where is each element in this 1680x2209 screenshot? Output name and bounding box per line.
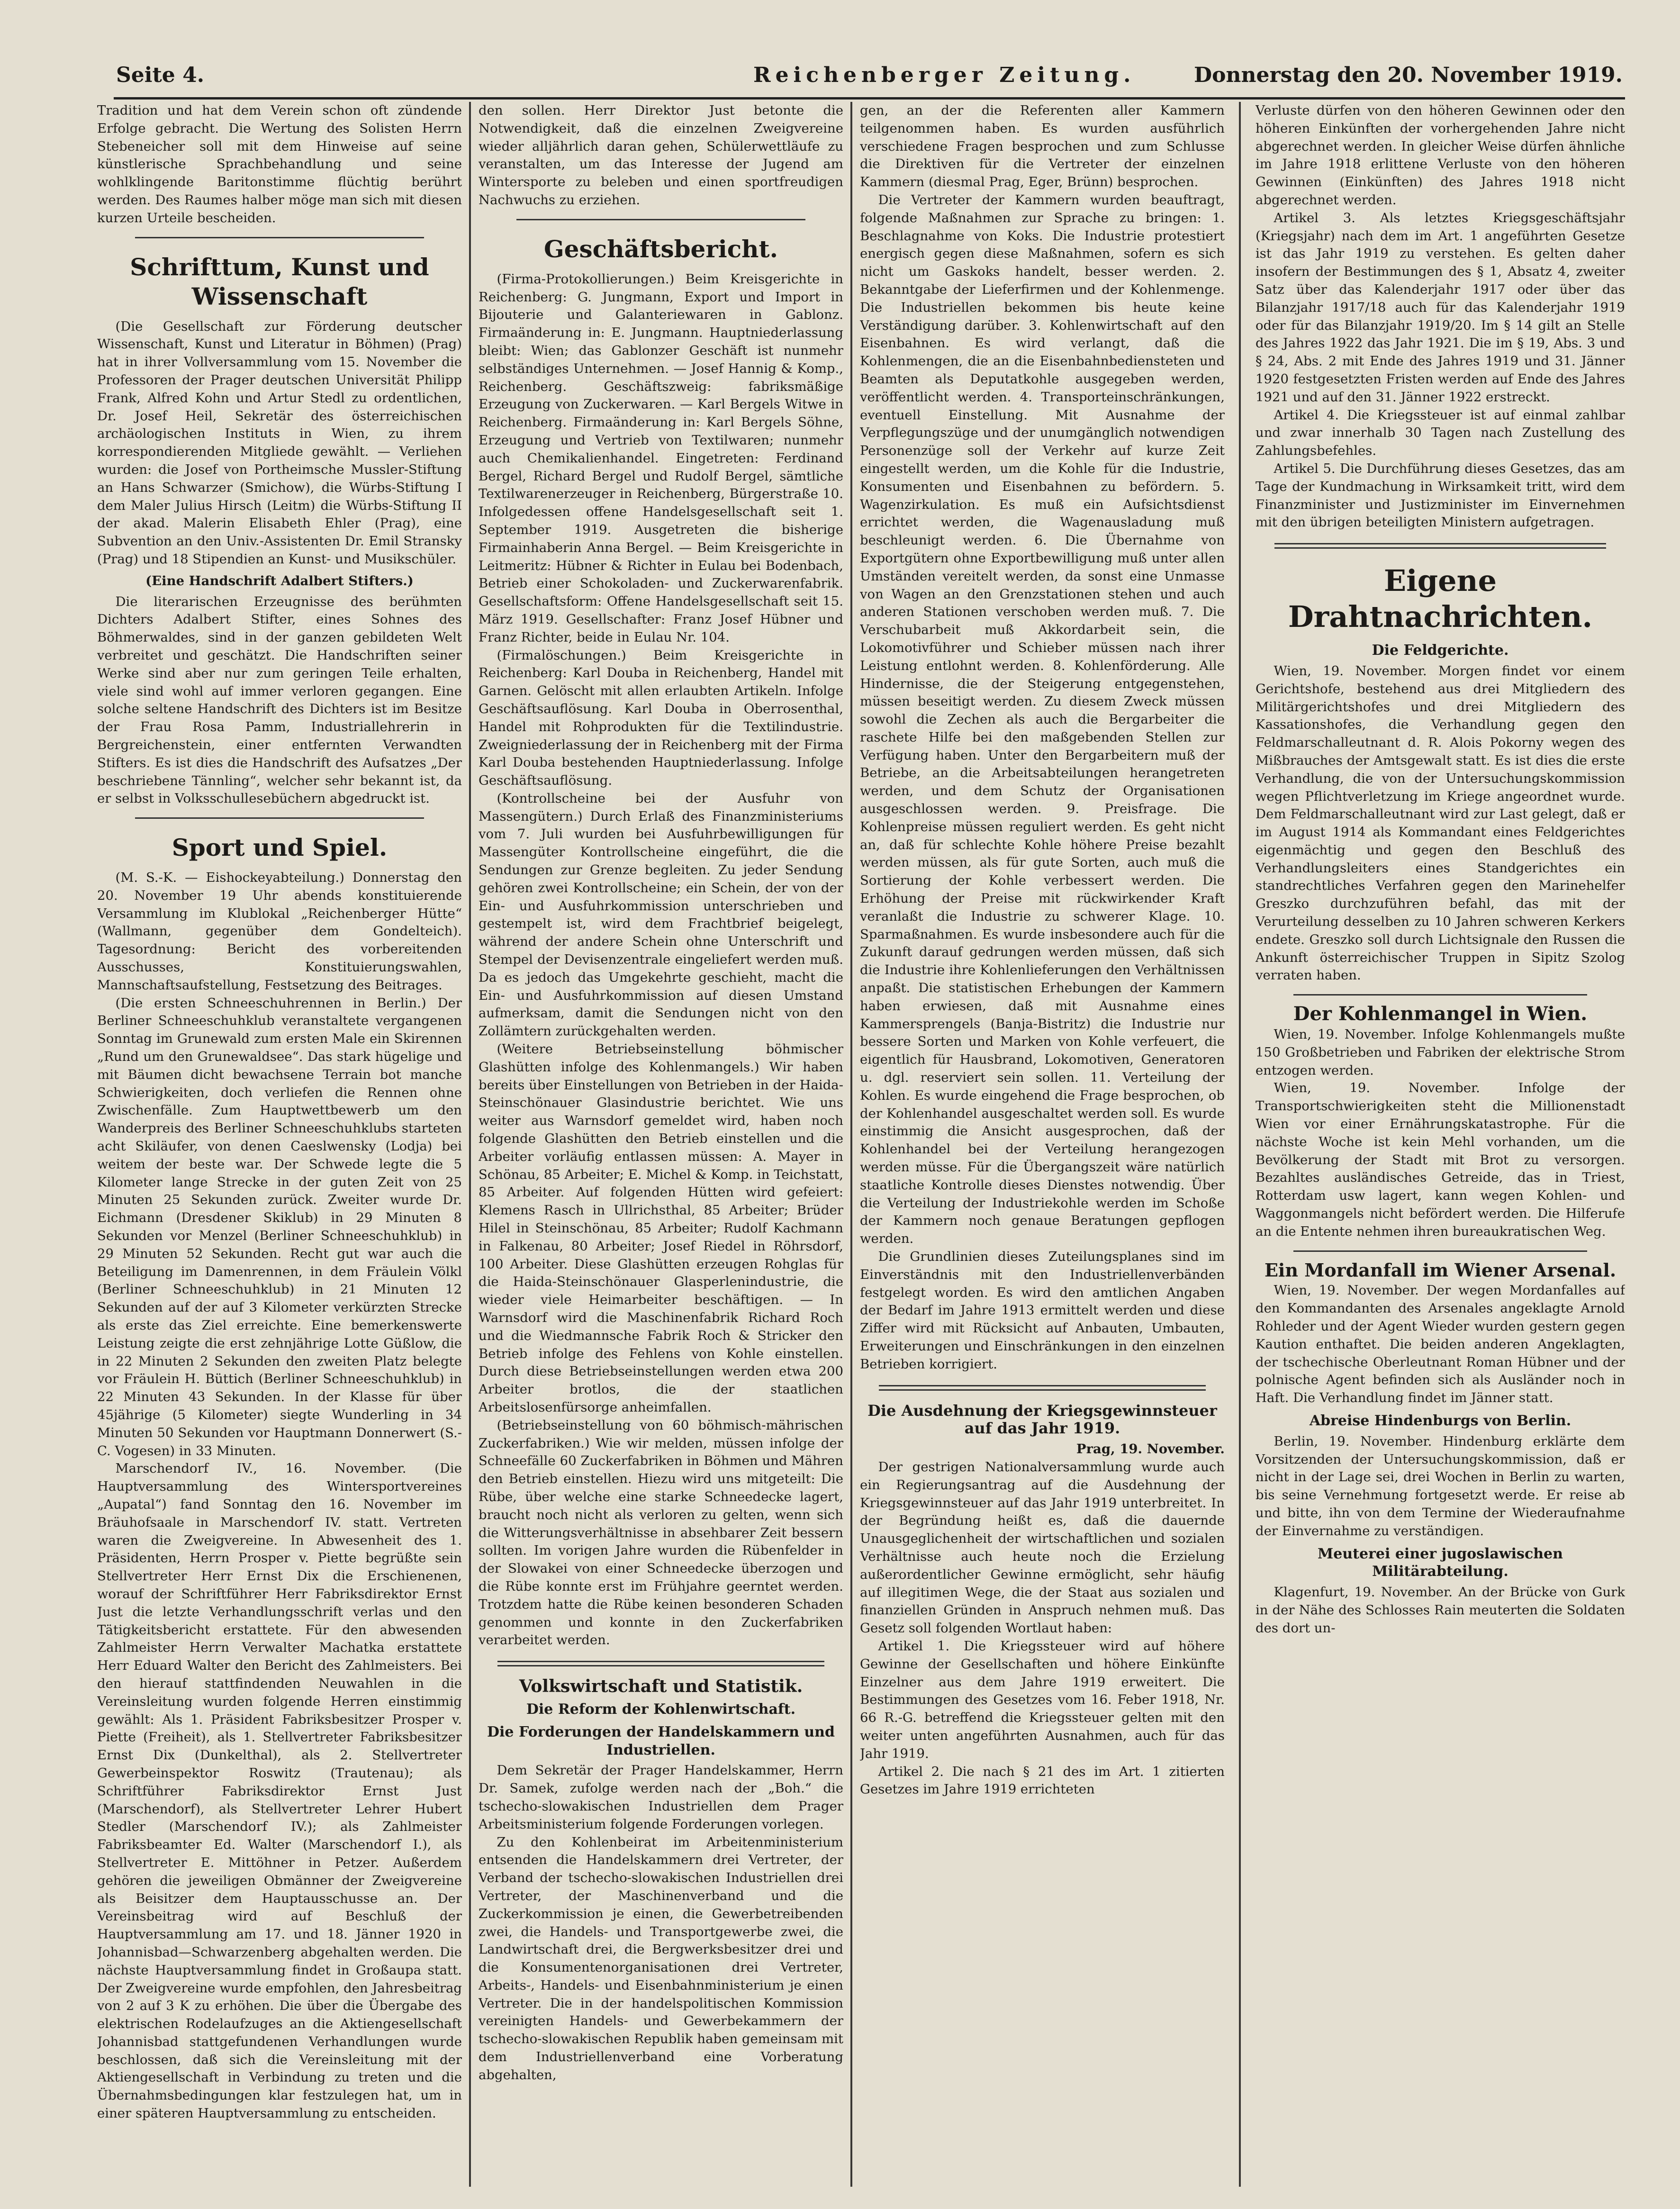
- paragraph: Zu den Kohlenbeirat im Arbeitenministerium entsenden die Handelskammern drei Vertreter, der Verband der tschecho-slowakischen Industriellen drei Vertreter, der Maschinenverband und die Zuckerkommission je einen, die Gewerbetreibenden zwei, die Handels- und Transportgewerbe zwei, die Landwirtschaft drei, die Bergwerksbesitzer drei und die Konsumentenorganisationen drei Vertreter, Arbeits-, Handels- und Eisenbahnministerium je einen Vertreter. Die in der handelspolitischen Kommission vereinigten Handels- und Gewerbekammern der tschecho-slowakischen Republik haben gemeinsam mit dem Industriellenverband eine Vorberatung abgehalten,: [479, 1834, 843, 2082]
- paragraph: (Weitere Betriebseinstellung böhmischer Glashütten infolge des Kohlenmangels.) Wir haben bereits über Einstellungen von Betrieben in der Haida-Steinschönauer Glasindustrie berichtet. Wie uns weiter aus Warnsdorf gemeldet wird, haben noch folgende Glashütten den Betrieb einstellen und die Arbeiter vorläufig entlassen müssen: A. Mayer in Schönau, 85 Arbeiter; E. Michel & Komp. in Teichstatt, 85 Arbeiter. Auf folgenden Hütten wird gefeiert: Klemens Rasch in Ullrichsthal, 85 Arbeiter; Brüder Hilel in Steinschönau, 85 Arbeiter; Rudolf Kachmann in Falkenau, 80 Arbeiter; Josef Riedel in Röhrsdorf, 100 Arbeiter. Diese Glashütten erzeugen Rohglas für die Haida-Steinschönauer Glasperlenindustrie, die wieder viele Heimarbeiter beschäftigen. — In Warnsdorf wird die Maschinenfabrik Richard Roch und die Wiedmannsche Fabrik Roch & Stricker den Betrieb infolge des Fehlens von Kohle einstellen. Durch diese Betriebseinstellungen werden etwa 200 Arbeiter brotlos, die der staatlichen Arbeitslosenfürsorge anheimfallen.: [479, 1041, 843, 1415]
- paragraph: Berlin, 19. November. Hindenburg erklärte dem Vorsitzenden der Untersuchungskommission, daß er nicht in der Lage sei, drei Wochen in Berlin zu warten, bis seine Vernehmung fortgesetzt werde. Er reise ab und bitte, ihn von dem Termine der Wiederaufnahme der Einvernahme zu verständigen.: [1255, 1433, 1625, 1539]
- column-1: [97, 102, 462, 2191]
- divider: [1274, 543, 1606, 549]
- paragraph: Der gestrigen Nationalversammlung wurde auch ein Regierungsantrag auf die Ausdehnung der Kriegsgewinnsteuer auf das Jahr 1919 unterbreitet. In der Begründung heißt es, daß die dauernde Unausgeglichenheit der wirtschaftlichen und sozialen Verhältnisse auch heute noch die Erzielung außerordentlicher Gewinne ermöglicht, sehr häufig auf illegitimen Wege, die der Staat aus sozialen und finanziellen Gründen in Anspruch nehmen muß. Das Gesetz soll folgenden Wortlaut haben:: [860, 1459, 1225, 1636]
- paragraph: Tradition und hat dem Verein schon oft zündende Erfolge gebracht. Die Wertung des Solisten Herrn Stebeneicher soll mit dem Hinweise auf seine künstlerische Sprachbehandlung und seine wohlklingende Baritonstimme flüchtig berührt werden. Des Raumes halber möge man sich mit diesen kurzen Urteile bescheiden.: [97, 103, 462, 226]
- dateline: Prag, 19. November.: [1076, 1441, 1225, 1457]
- page-header: [114, 59, 1625, 100]
- paragraph: Die literarischen Erzeugnisse des berühmten Dichters Adalbert Stifter, eines Sohnes des Böhmerwaldes, sind in der ganzen gebildeten Welt verbreitet und geschätzt. Die Handschriften seiner Werke sind aber nur zum geringen Teile erhalten, viele sind wohl auf immer verloren gegangen. Eine solche seltene Handschrift des Dichters ist im Besitze der Frau Rosa Pamm, Industriallehrerin in Bergreichenstein, einer entfernten Verwandten Stifters. Es ist dies die Handschrift des Aufsatzes „Der beschriebene Tännling“, welcher sehr bekannt ist, da er selbst in Volksschullesebüchern abgedruckt ist.: [97, 594, 462, 806]
- section-title-economy: Volkswirtschaft und Statistik.: [519, 1676, 803, 1697]
- paragraph: Marschendorf IV., 16. November. (Die Hauptversammlung des Wintersportvereines „Aupatal“) fand Sonntag den 16. November im Bräuhofsaale in Marschendorf IV. statt. Vertreten waren die Zweigvereine. In Abwesenheit des 1. Präsidenten, Herrn Prosper v. Piette begrüßte sein Stellvertreter Herr Ernst Dix die Erschienenen, worauf der Schriftführer Herr Fabriksdirektor Ernst Just die letzte Verhandlungsschrift verlas und den Tätigkeitsbericht erstattete. Für den abwesenden Zahlmeister Herrn Verwalter Machatka erstattete Herr Eduard Walter den Bericht des Zahlmeisters. Bei den hierauf stattfindenden Neuwahlen in die Vereinsleitung wurden folgende Herren einstimmig gewählt: Als 1. Präsident Fabriksbesitzer Prosper v. Piette (Freiheit), als 1. Stellvertreter Fabriksbesitzer Ernst Dix (Dunkelthal), als 2. Stellvertreter Gewerbeinspektor Roswitz (Trautenau); als Schriftführer Fabriksdirektor Ernst Just (Marschendorf), als Stellvertreter Lehrer Hubert Stedler (Marschendorf IV.); als Zahlmeister Fabriksbeamter Ed. Walter (Marschendorf I.), als Stellvertreter E. Mittöhner in Petzer. Außerdem gehören die jeweiligen Obmänner der Zweigvereine als Beisitzer dem Hauptausschusse an. Der Vereinsbeitrag wird auf Beschluß der Hauptversammlung am 17. und 18. Jänner 1920 in Johannisbad—Schwarzenberg abgehalten werden. Die nächste Hauptversammlung findet in Großaupa statt. Der Zweigvereine wurde empfohlen, den Jahresbeitrag von 2 auf 3 K zu erhöhen. Die über die Übergabe des elektrischen Rodelaufzuges an die Aktiengesellschaft Johannisbad stattgefundenen Verhandlungen wurde beschlossen, daß sich die Vereinsleitung mit der Aktiengesellschaft in Verbindung zu treten und die Übernahmsbedingungen klar festzulegen hat, um in einer späteren Hauptversammlung zu entscheiden.: [97, 1461, 462, 2121]
- newspaper-title: Reichenberger Zeitung.: [753, 63, 1136, 87]
- paragraph: Artikel 3. Als letztes Kriegsgeschäftsjahr (Kriegsjahr) nach dem im Art. 1 angeführten Gesetze ist das Jahr 1919 zu verstehen. Es gelten daher insofern der Bestimmungen des § 1, Absatz 4, zweiter Satz über das Kalenderjahr 1917 oder über das Bilanzjahr 1917/18 auch für das Kalenderjahr 1919 oder für das Bilanzjahr 1919/20. Im § 14 gilt an Stelle des Jahres 1922 das Jahr 1921. Die im § 19, Abs. 3 und § 24, Abs. 2 mit Ende des Jahres 1919 und 31. Jänner 1920 festgesetzten Fristen werden auf Ende des Jahres 1921 und auf den 31. Jänner 1922 erstreckt.: [1255, 210, 1625, 405]
- paragraph: Verluste dürfen von den höheren Gewinnen oder den höheren Einkünften der vorhergehenden Jahre nicht abgerechnet werden. In gleicher Weise dürfen ähnliche im Jahre 1918 erlittene Verluste von den höheren Gewinnen (Einkünften) des Jahres 1918 nicht abgerechnet werden.: [1255, 103, 1625, 208]
- divider: [497, 1661, 824, 1666]
- paragraph: Artikel 1. Die Kriegssteuer wird auf höhere Gewinne der Gesellschaften und höhere Einkünfte Einzelner aus dem Jahre 1919 erweitert. Die Bestimmungen des Gesetzes vom 16. Feber 1918, Nr. 66 R.-G. betreffend die Kriegssteuer gelten mit den weiter unten angeführten Ausnahmen, auch für das Jahr 1919.: [860, 1638, 1225, 1761]
- paragraph: Wien, 19. November. Morgen findet vor einem Gerichtshofe, bestehend aus drei Mitgliedern des Militärgerichtshofes und drei Mitgliedern des Kassationshofes, die Verhandlung gegen den Feldmarschalleutnant d. R. Alois Pokorny wegen des Mißbrauches der Amtsgewalt statt. Es ist dies die erste Verhandlung, die von der Untersuchungskommission wegen Pflichtverletzung im Kriege angeordnet wurde. Dem Feldmarschalleutnant wird zur Last gelegt, daß er im August 1914 als Kommandant eines Feldgerichtes eigenmächtig und gegen den Beschluß des Verhandlungsleiters eines Standgerichtes ein standrechtliches Verfahren gegen den Marinehelfer Greszko durchzuführen befahl, das mit der Verurteilung desselben zu 10 Jahren schweren Kerkers endete. Greszko soll durch Lichtsignale den Russen die Ankunft österreichischer Truppen in Sipitz Szolog verraten haben.: [1255, 663, 1625, 983]
- divider: [1293, 1250, 1587, 1252]
- paragraph: (Kontrollscheine bei der Ausfuhr von Massengütern.) Durch Erlaß des Finanzministeriums vom 7. Juli wurden bei Ausfuhrbewilligungen für Massengüter Kontrollscheine eingeführt, die die Sendungen zur Grenze begleiten. Zu jeder Sendung gehören zwei Kontrollscheine; ein Schein, der von der Ein- und Ausfuhrkommission unterschrieben und gestempelt ist, wird dem Frachtbrief beigelegt, während der andere Schein ohne Unterschrift und Stempel der Devisenzentrale eingeliefert werden muß. Da es jedoch das Umgekehrte geschieht, macht die Ein- und Ausfuhrkommission auf diesen Umstand aufmerksam, damit die Sendungen nicht von den Zollämtern zurückgehalten werden.: [479, 790, 843, 1039]
- paragraph: Artikel 2. Die nach § 21 des im Art. 1 zitierten Gesetzes im Jahre 1919 errichteten: [860, 1764, 1225, 1797]
- section-title-telegrams: Eigene Drahtnachrichten.: [1288, 563, 1593, 634]
- paragraph: Die Grundlinien dieses Zuteilungsplanes sind im Einverständnis mit den Industriellenverbänden festgelegt worden. Es wird den amtlichen Angaben der Bedarf im Jahre 1913 ermittelt werden und diese Ziffer wird mit Rücksicht auf Anbauten, Umbauten, Erweiterungen und Einschränkungen in den einzelnen Betrieben korrigiert.: [860, 1249, 1225, 1372]
- paragraph: Wien, 19. November. Infolge der Transportschwierigkeiten steht die Millionenstadt Wien vor einer Ernährungskatastrophe. Für die nächste Woche ist kein Mehl vorhanden, um die Bevölkerung der Stadt mit Brot zu versorgen. Bezahltes ausländisches Getreide, das in Triest, Rotterdam usw lagert, kann wegen Kohlen- und Waggonmangels nicht befördert werden. Die Hilferufe an die Entente nehmen ihren bureaukratischen Weg.: [1255, 1080, 1625, 1239]
- paragraph: (M. S.-K. — Eishockeyabteilung.) Donnerstag den 20. November 19 Uhr abends konstituierende Versammlung im Klublokal „Reichenberger Hütte“ (Wallmann, gegenüber dem Gondelteich). Tagesordnung: Bericht des vorbereitenden Ausschusses, Konstituierungswahlen, Mannschaftsaufstellung, Festsetzung des Beitrages.: [97, 870, 462, 993]
- divider: [1293, 994, 1587, 996]
- column-rule: [469, 102, 471, 2187]
- paragraph: Wien, 19. November. Infolge Kohlenmangels mußte 150 Großbetrieben und Fabriken der elektrische Strom entzogen werden.: [1255, 1027, 1625, 1078]
- divider: [135, 817, 424, 819]
- paragraph: Die Vertreter der Kammern wurden beauftragt, folgende Maßnahmen zur Sprache zu bringen: 1. Beschlagnahme von Koks. Die Industrie protestiert energisch gegen diese Maßnahmen, sofern es sich nicht um Gaskoks handelt, besser werden. 2. Bekanntgabe der Lieferfirmen und der Kohlenmenge. Die Industriellen bekommen bis heute keine Verständigung darüber. 3. Kohlenwirtschaft auf den Eisenbahnen. Es wird verlangt, daß die Kohlenmengen, die an die Eisenbahnbediensteten und Beamten als Deputatkohle ausgegeben werden, veröffentlicht werden. 4. Transporteinschränkungen, eventuell Einstellung. Mit Ausnahme der Verpflegungszüge und der unumgänglich notwendigen Personenzüge soll der Verkehr auf kurze Zeit eingestellt werden, um die Kohle für die Industrie, Konsumenten und Eisenbahnen zu befördern. 5. Wagenzirkulation. Es muß ein Aufsichtsdienst errichtet werden, die Wagenausladung muß beschleunigt werden. 6. Die Übernahme von Exportgütern ohne Exportbewilligung muß unter allen Umständen vereitelt werden, da sonst eine Unmasse von Wagen an den Grenzstationen stehen und auch anderen Stationen verschoben werden muß. 7. Die Verschubarbeit muß Akkordarbeit sein, die Lokomotivführer und Schieber müssen nach ihrer Leistung entlohnt werden. 8. Kohlenförderung. Alle Hindernisse, die der Steigerung entgegenstehen, müssen beseitigt werden. Zu diesem Zweck müssen sowohl die Zechen als auch die Bergarbeiter die raschete Hilfe bei den maßgebenden Stellen zur Verfügung haben. Unter den Bergarbeitern muß der Betriebe, an die Arbeitsabteilungen herangetreten werden, und dem Schutz der Organisationen ausgeschlossen werden. 9. Preisfrage. Die Kohlenpreise müssen reguliert werden. Es geht nicht an, daß für schlechte Kohle höhere Preise bezahlt werden müssen, als für gute Sorten, auch muß die Sortierung der Kohle verbessert werden. Die Erhöhung der Preise mit rückwirkender Kraft veranlaßt die Industrie zu schwerer Klage. 10. Sparmaßnahmen. Es wurde insbesondere auch für die Zukunft darauf gedrungen werden müssen, daß sich die Industrie ihre Kohlenlieferungen den Verhältnissen anpaßt. Die statistischen Erhebungen der Kammern haben erwiesen, daß mit Ausnahme eines Kammersprengels (Banja-Bistritz) die Industrie nur bessere Sorten und Marken von Kohle verfeuert, die eigentlich für Hausbrand, Lokomotiven, Generatoren u. dgl. reserviert sein sollen. 11. Verteilung der Kohlen. Es wurde eingehend die Frage besprochen, ob der Kohlenhandel ausgeschaltet werden soll. Es wurde einstimmig die Ansicht ausgesprochen, daß der Kohlenhandel bei der Verteilung herangezogen werden müsse. Für die Übergangszeit wäre natürlich staatliche Kontrolle dieses Dienstes notwendig. Über die Verteilung der Industriekohle werden im Schoße der Kammern noch genaue Beratungen gepflogen werden.: [860, 192, 1225, 1247]
- paragraph: (Firmalöschungen.) Beim Kreisgerichte in Reichenberg: Karl Douba in Reichenberg, Handel mit Garnen. Gelöscht mit allen erlaubten Artikeln. Infolge Geschäftsauflösung. Karl Douba in Oberrosenthal, Handel mit Rohprodukten für die Textilindustrie. Zweigniederlassung der in Reichenberg mit der Firma Karl Douba bestehenden Hauptniederlassung. Infolge Geschäftsauflösung.: [479, 647, 843, 788]
- column-rule: [850, 102, 852, 2187]
- divider: [135, 237, 424, 238]
- article-heading: Ein Mordanfall im Wiener Arsenal.: [1264, 1259, 1617, 1281]
- section-title-business: Geschäftsbericht.: [543, 235, 778, 263]
- paragraph: Klagenfurt, 19. November. An der Brücke von Gurk in der Nähe des Schlosses Rain meuterten die Soldaten des dort un-: [1255, 1584, 1625, 1636]
- paragraph: (Die ersten Schneeschuhrennen in Berlin.) Der Berliner Schneeschuhklub veranstaltete vergangenen Sonntag im Grunewald zum ersten Male ein Skirennen „Rund um den Grunewaldsee“. Das stark hügelige und mit Bäumen dicht bewachsene Terrain bot manche Schwierigkeiten, doch verliefen die Rennen ohne Zwischenfälle. Zum Hauptwettbewerb um den Wanderpreis des Berliner Schneeschuhklubs starteten acht Skiläufer, von denen Caeslwensky (Lodja) bei weitem der beste war. Der Schwede legte die 5 Kilometer lange Strecke in der guten Zeit von 25 Minuten 25 Sekunden zurück. Zweiter wurde Dr. Eichmann (Dresdener Skiklub) in 29 Minuten 8 Sekunden vor Menzel (Berliner Schneeschuhklub) in 29 Minuten 52 Sekunden. Recht gut war auch die Beteiligung im Damenrennen, in dem Fräulein Völkl (Berliner Schneeschuhklub) in 21 Minuten 12 Sekunden auf der auf 3 Kilometer verkürzten Strecke als erste das Ziel erreichte. Eine bemerkenswerte Leistung zeigte die erst zehnjährige Lotte Güßlow, die in 22 Minuten 2 Sekunden den zweiten Platz belegte vor Fräulein H. Büttich (Berliner Schneeschuhklub) in 22 Minuten 43 Sekunden. In der Klasse für über 45jährige (5 Kilometer) siegte Wunderling in 34 Minuten 50 Sekunden vor Hauptmann Donnerwert (S.-C. Vogesen) in 33 Minuten.: [97, 995, 462, 1458]
- column-2: [479, 102, 843, 2191]
- paragraph: Wien, 19. November. Der wegen Mordanfalles auf den Kommandanten des Arsenales angeklagte Arnold Rohleder und der Agent Wieder wurden gestern gegen Kaution enthaftet. Die beiden anderen Angeklagten, der tschechische Oberleutnant Roman Hübner und der polnische Agent befinden sich als Ausländer noch in Haft. Die Verhandlung findet im Jänner statt.: [1255, 1283, 1625, 1406]
- paragraph: (Die Gesellschaft zur Förderung deutscher Wissenschaft, Kunst und Literatur in Böhmen) (Prag) hat in ihrer Vollversammlung vom 15. November die Professoren der Prager deutschen Universität Philipp Frank, Alfred Kohn und Artur Stedl zu ordentlichen, Dr. Josef Heil, Sekretär des österreichischen archäologischen Instituts in Wien, zu ihrem korrespondierenden Mitgliede gewählt. — Verliehen wurden: die Josef von Portheimsche Mussler-Stiftung an Hans Schwarzer (Smichow), die Würbs-Stiftung I dem Maler Julius Hirsch (Leitm) die Würbs-Stiftung II der akad. Malerin Elisabeth Ehler (Prag), eine Subvention an den Univ.-Assistenten Dr. Emil Stransky (Prag) und 18 Stipendien an Kunst- und Musikschüler.: [97, 318, 462, 567]
- paragraph: Artikel 4. Die Kriegssteuer ist auf einmal zahlbar und zwar innerhalb 30 Tagen nach Zustellung des Zahlungsbefehles.: [1255, 407, 1625, 459]
- issue-date: Donnerstag den 20. November 1919.: [1193, 63, 1623, 87]
- article-heading: Abreise Hindenburgs von Berlin.: [1309, 1412, 1572, 1429]
- article-heading: Meuterei einer jugoslawischen Militärabteilung.: [1318, 1545, 1563, 1580]
- paragraph: Artikel 5. Die Durchführung dieses Gesetzes, das am Tage der Kundmachung in Wirksamkeit tritt, wird dem Finanzminister und Justizminister im Einvernehmen mit den übrigen beteiligten Ministern aufgetragen.: [1255, 461, 1625, 530]
- article-heading: Die Reform der Kohlenwirtschaft.: [526, 1701, 796, 1718]
- article-heading: Die Feldgerichte.: [1372, 642, 1509, 659]
- article-heading: (Eine Handschrift Adalbert Stifters.): [145, 573, 414, 588]
- column-3: [860, 102, 1225, 2191]
- article-heading: Die Ausdehnung der Kriegsgewinnsteuer auf das Jahr 1919.: [867, 1401, 1217, 1438]
- paragraph: (Firma-Protokollierungen.) Beim Kreisgerichte in Reichenberg: G. Jungmann, Export und Import in Bijouterie und Galanteriewaren in Gablonz. Firmaänderung in: E. Jungmann. Hauptniederlassung bleibt: Wien; das Gablonzer Geschäft ist nunmehr selbständiges Unternehmen. — Josef Hannig & Komp., Reichenberg. Geschäftszweig: fabriksmäßige Erzeugung von Zuckerwaren. — Karl Bergels Witwe in Reichenberg. Firmaänderung in: Karl Bergels Söhne, Erzeugung und Vertrieb von Textilwaren; nunmehr auch Chemikalienhandel. Eingetreten: Ferdinand Bergel, Richard Bergel und Rudolf Bergel, sämtliche Textilwarenerzeuger in Reichenberg, Bürgerstraße 10. Infolgedessen offene Handelsgesellschaft seit 1. September 1919. Ausgetreten die bisherige Firmainhaberin Anna Bergel. — Beim Kreisgerichte in Leitmeritz: Hübner & Richter in Eulau bei Bodenbach, Betrieb einer Schokoladen- und Zuckerwarenfabrik. Gesellschaftsform: Offene Handelsgesellschaft seit 15. März 1919. Gesellschafter: Franz Josef Hübner und Franz Richter, beide in Eulau Nr. 104.: [479, 271, 843, 645]
- paragraph: gen, an der die Referenten aller Kammern teilgenommen haben. Es wurden ausführlich verschiedene Fragen besprochen und zum Schlusse die Direktiven für die Vertreter der einzelnen Kammern (diesmal Prag, Eger, Brünn) besprochen.: [860, 103, 1225, 190]
- paragraph: Dem Sekretär der Prager Handelskammer, Herrn Dr. Samek, zufolge werden nach der „Boh.“ die tschecho-slowakischen Industriellen dem Prager Arbeitsministerium folgende Forderungen vorlegen.: [479, 1763, 843, 1832]
- divider: [516, 219, 805, 220]
- paragraph: (Betriebseinstellung von 60 böhmisch-mährischen Zuckerfabriken.) Wie wir melden, müssen infolge der Schneefälle 60 Zuckerfabriken in Böhmen und Mähren den Betrieb einstellen. Hiezu wird uns mitgeteilt: Die Rübe, über welche eine starke Schneedecke lagert, braucht noch nicht als verloren zu gelten, wenn sich die Witterungsverhältnisse in absehbarer Zeit bessern sollten. Im vorigen Jahre wurden die Rübenfelder in der Slowakei von einer Schneedecke überzogen und die Rübe konnte erst im Frühjahre geerntet werden. Trotzdem hatte die Rübe keinen besonderen Schaden genommen und konnte in den Zuckerfabriken verarbeitet werden.: [479, 1417, 843, 1648]
- divider: [879, 1385, 1206, 1391]
- article-heading: Der Kohlenmangel in Wien.: [1293, 1003, 1588, 1025]
- paragraph: den sollen. Herr Direktor Just betonte die Notwendigkeit, daß die einzelnen Zweigvereine wieder alljährlich daran gehen, Schülerwettläufe zu veranstalten, um das Interesse der Jugend am Wintersporte zu beleben und einen sportfreudigen Nachwuchs zu erziehen.: [479, 103, 843, 208]
- page-number: Seite 4.: [116, 63, 205, 87]
- column-rule: [1239, 102, 1241, 2187]
- article-subheading: Die Forderungen der Handelskammern und Industriellen.: [487, 1723, 835, 1758]
- column-4: [1255, 102, 1625, 2191]
- section-title-sport: Sport und Spiel.: [172, 833, 388, 862]
- section-title-culture: Schrifttum, Kunst und Wissenschaft: [130, 253, 429, 310]
